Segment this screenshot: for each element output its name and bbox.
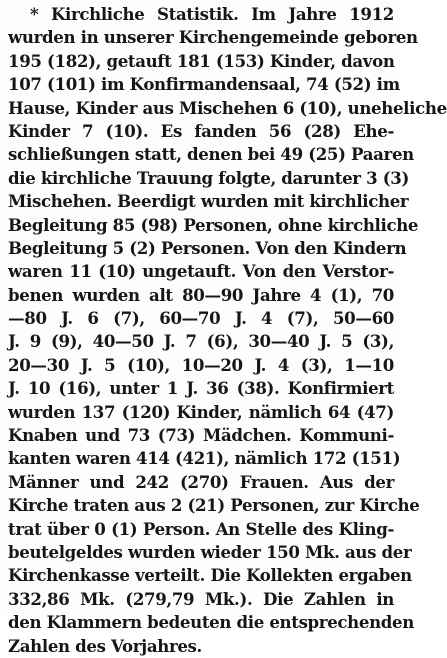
article-line: Knaben und 73 (73) Mädchen. Kommuni- (8, 425, 394, 446)
article-line: * Kirchliche Statistik. Im Jahre 1912 (30, 4, 394, 24)
article-line: Hause, Kinder aus Mischehen 6 (10), uneheliche (8, 97, 447, 118)
article-line: waren 11 (10) ungetauft. Von den Verstor- (8, 261, 394, 282)
article-line: wurden 137 (120) Kinder, nämlich 64 (47) (8, 401, 394, 422)
article-line: Begleitung 5 (2) Personen. Von den Kindern (8, 237, 407, 258)
article-line: Männer und 242 (270) Frauen. Aus der (8, 471, 394, 492)
article-line: 195 (182), getauft 181 (153) Kinder, davon (8, 50, 395, 71)
article-line: kanten waren 414 (421), nämlich 172 (151) (8, 448, 401, 469)
article-line: 332,86 Mk. (279,79 Mk.). Die Zahlen in (8, 588, 394, 609)
article-line: 20—30 J. 5 (10), 10—20 J. 4 (3), 1—10 (8, 354, 394, 375)
article-line: beutelgeldes wurden wieder 150 Mk. aus der (8, 541, 412, 562)
article-line: wurden in unserer Kirchengemeinde geboren (8, 27, 418, 48)
article-line: J. 10 (16), unter 1 J. 36 (38). Konfirmiert (8, 378, 394, 399)
article-line: die kirchliche Trauung folgte, darunter 3 (3) (8, 167, 409, 188)
article-line: Zahlen des Vorjahres. (8, 635, 202, 656)
article-line: 107 (101) im Konfirmandensaal, 74 (52) im (8, 74, 400, 95)
article-line: Begleitung 85 (98) Personen, ohne kirchliche (8, 214, 419, 235)
article-line: —80 J. 6 (7), 60—70 J. 4 (7), 50—60 (8, 308, 394, 329)
article-line: Kinder 7 (10). Es fanden 56 (28) Ehe- (8, 120, 394, 141)
article-line: J. 9 (9), 40—50 J. 7 (6), 30—40 J. 5 (3), (8, 331, 394, 352)
article-line: benen wurden alt 80—90 Jahre 4 (1), 70 (8, 284, 394, 305)
article-line: trat über 0 (1) Person. An Stelle des Kling- (8, 518, 394, 539)
article-line: Kirche traten aus 2 (21) Personen, zur Kirche (8, 495, 420, 516)
article-line: Mischehen. Beerdigt wurden mit kirchlicher (8, 191, 409, 212)
article-line: Kirchenkasse verteilt. Die Kollekten ergaben (8, 565, 412, 586)
article-kirchliche-statistik (8, 3, 447, 658)
article-line: den Klammern bedeuten die entsprechenden (8, 612, 414, 633)
article-line: schließungen statt, denen bei 49 (25) Paaren (8, 144, 414, 165)
